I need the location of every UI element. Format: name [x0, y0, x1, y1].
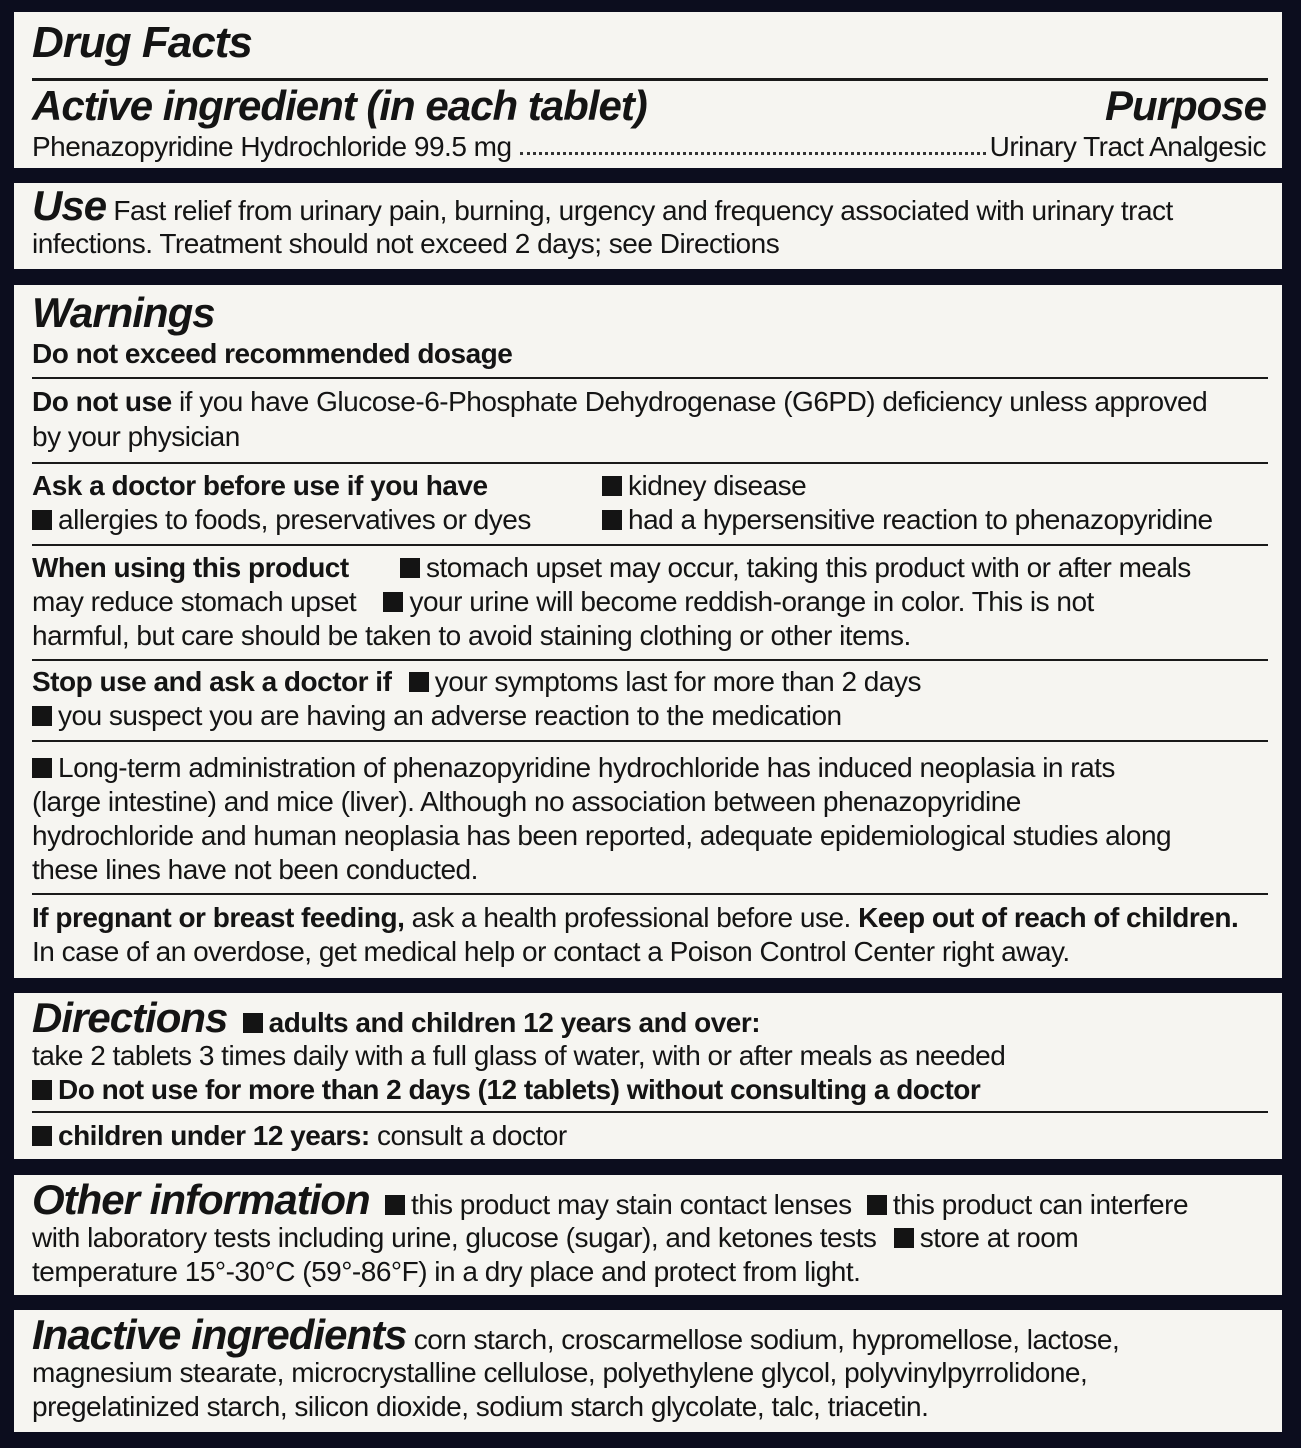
bullet-square-icon	[32, 510, 52, 530]
other-line-2: with laboratory tests including urine, glucose (sugar), and ketones tests store at room	[32, 1222, 1079, 1253]
ask-doctor-heading: Ask a doctor before use if you have	[32, 470, 488, 501]
bullet-square-icon	[32, 706, 52, 726]
divider	[32, 740, 1268, 742]
bullet-square-icon	[602, 510, 622, 530]
directions-adults-text: take 2 tablets 3 times daily with a full glass of water, with or after meals as needed	[32, 1040, 1006, 1071]
bullet-square-icon	[243, 1013, 263, 1033]
longterm-line-1: Long-term administration of phenazopyridine hydrochloride has induced neoplasia in rats	[32, 751, 1266, 785]
divider	[32, 659, 1268, 661]
bullet-square-icon	[867, 1195, 887, 1215]
other-information-panel	[14, 1175, 1282, 1295]
ingredient-name: Phenazopyridine Hydrochloride 99.5 mg	[32, 131, 512, 162]
ask-item-kidney: kidney disease	[602, 469, 806, 503]
bullet-square-icon	[32, 1126, 52, 1146]
ask-item-allergies: allergies to foods, preservatives or dyes	[32, 503, 1266, 537]
active-ingredient-heading: Active ingredient (in each tablet)	[32, 82, 647, 129]
directions-children: children under 12 years: consult a doctor	[32, 1119, 1266, 1153]
other-line-1: Other information this product may stain contact lenses this product can interfere	[32, 1176, 1189, 1223]
drug-facts-title: Drug Facts	[32, 18, 252, 67]
do-not-use-label: Do not use	[32, 386, 172, 417]
bullet-square-icon	[409, 672, 429, 692]
ingredient-row	[32, 130, 1266, 164]
divider	[32, 78, 1268, 81]
longterm-line-3: hydrochloride and human neoplasia has been reported, adequate epidemiological studies along	[32, 820, 1172, 851]
other-information-heading: Other information	[32, 1176, 370, 1223]
when-using-line-3: harmful, but care should be taken to avoid staining clothing or other items.	[32, 620, 911, 651]
directions-line-1: Directions adults and children 12 years and over:	[32, 994, 761, 1041]
when-using-heading: When using this product	[32, 552, 349, 583]
inactive-line-2: magnesium stearate, microcrystalline cellulose, polyethylene glycol, polyvinylpyrrolidone,	[32, 1357, 1088, 1388]
longterm-line-2: (large intestine) and mice (liver). Although no association between phenazopyridine	[32, 786, 1021, 817]
ask-item-hypersensitive: had a hypersensitive reaction to phenazopyridine	[602, 503, 1213, 537]
stop-use-line-2: you suspect you are having an adverse reaction to the medication	[32, 699, 1266, 733]
use-line-2: infections. Treatment should not exceed 2 days; see Directions	[32, 228, 780, 259]
bullet-square-icon	[385, 1195, 405, 1215]
directions-limit: Do not use for more than 2 days (12 tablets) without consulting a doctor	[32, 1073, 1266, 1107]
warnings-heading: Warnings	[32, 289, 215, 336]
bullet-square-icon	[383, 592, 403, 612]
do-not-use-text: if you have Glucose-6-Phosphate Dehydrogenase (G6PD) deficiency unless approved	[178, 386, 1208, 417]
divider	[32, 1111, 1268, 1113]
bullet-square-icon	[894, 1228, 914, 1248]
dosage-warning: Do not exceed recommended dosage	[32, 338, 513, 369]
other-line-3: temperature 15°-30°C (59°-86°F) in a dry place and protect from light.	[32, 1256, 861, 1287]
inactive-line-1: Inactive ingredients corn starch, croscarmellose sodium, hypromellose, lactose,	[32, 1311, 1120, 1358]
purpose-heading: Purpose	[1104, 82, 1266, 129]
do-not-use-line-2: by your physician	[32, 421, 240, 452]
directions-heading: Directions	[32, 994, 228, 1041]
when-using-line-1	[32, 551, 1266, 585]
pregnant-line: If pregnant or breast feeding, ask a health professional before use. Keep out of reach of children.	[32, 902, 1239, 933]
divider	[32, 377, 1268, 379]
use-text-1: Fast relief from urinary pain, burning, urgency and frequency associated with urinary tract	[113, 195, 1173, 226]
when-using-text-1: stomach upset may occur, taking this product with or after meals	[425, 552, 1191, 583]
overdose-line: In case of an overdose, get medical help or contact a Poison Control Center right away.	[32, 936, 1070, 967]
purpose-text: Urinary Tract Analgesic	[989, 131, 1266, 162]
stop-use-line-1: Stop use and ask a doctor if your symptoms last for more than 2 days	[32, 666, 921, 697]
use-line-1	[32, 182, 1266, 229]
directions-panel	[14, 993, 1282, 1159]
divider	[32, 893, 1268, 895]
divider	[32, 544, 1268, 546]
active-ingredient-panel	[14, 12, 1282, 168]
bullet-square-icon	[32, 758, 52, 778]
inactive-ingredients-heading: Inactive ingredients	[32, 1311, 407, 1358]
bullet-square-icon	[32, 1080, 52, 1100]
do-not-use-line-1	[32, 385, 1266, 419]
divider	[32, 462, 1268, 464]
stop-use-heading: Stop use and ask a doctor if	[32, 666, 392, 697]
warnings-panel	[14, 285, 1282, 978]
inactive-ingredients-panel	[14, 1310, 1282, 1432]
keep-out-of-reach: Keep out of reach of children.	[858, 902, 1239, 933]
inactive-line-3: pregelatinized starch, silicon dioxide, sodium starch glycolate, talc, triacetin.	[32, 1391, 929, 1422]
when-using-line-2: may reduce stomach upset your urine will become reddish-orange in color. This is not	[32, 586, 1094, 617]
bullet-square-icon	[400, 558, 420, 578]
leader-dots	[520, 130, 986, 155]
bullet-square-icon	[602, 476, 622, 496]
use-panel	[14, 183, 1282, 269]
longterm-line-4: these lines have not been conducted.	[32, 854, 478, 885]
use-heading: Use	[32, 182, 107, 229]
